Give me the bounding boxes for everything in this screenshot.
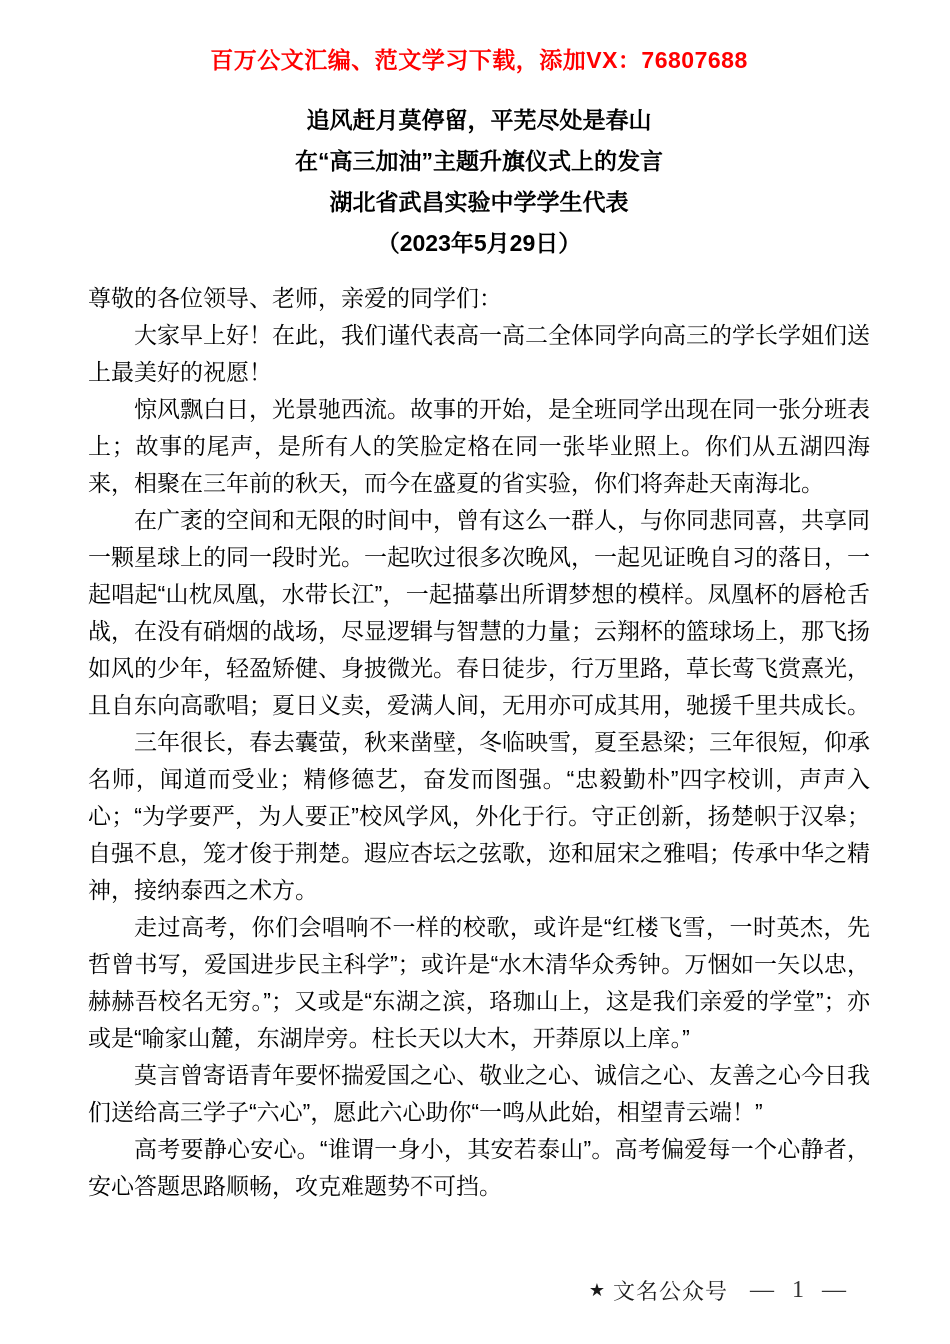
paragraph-moyan-wishes: 莫言曾寄语青年要怀揣爱国之心、敬业之心、诚信之心、友善之心今日我们送给高三学子“六心”，愿此六心助你“一鸣从此始，相望青云端！” — [88, 1062, 870, 1125]
paragraph-memories: 在广袤的空间和无限的时间中，曾有这么一群人，与你同悲同喜，共享同一颗星球上的同一段时光。一起吹过很多次晚风，一起见证晚自习的落日，一起唱起“山枕凤凰，水带长江”，一起描摹出所谓梦想的模样。凤凰杯的唇枪舌战，在没有硝烟的战场，尽显逻辑与智慧的力量；云翔杯的篮球场上，那飞扬如风的少年，轻盈矫健、身披微光。春日徒步，行万里路，草长莺飞赏熹光，且自东向高歌唱；夏日义卖，爱满人间，无用亦可成其用，驰援千里共成长。 — [88, 507, 870, 718]
paragraph-greeting: 大家早上好！在此，我们谨代表高一高二全体同学向高三的学长学姐们送上最美好的祝愿！ — [88, 322, 870, 385]
title-block — [88, 100, 870, 264]
paragraph-school-songs: 走过高考，你们会唱响不一样的校歌，或许是“红楼飞雪，一时英杰，先哲曾书写，爱国进步民主科学”；或许是“水木清华众秀钟。万悃如一矢以忠，赫赫吾校名无穷。”；又或是“东湖之滨，珞珈山上，这是我们亲爱的学堂”；亦或是“喻家山麓，东湖岸旁。柱长天以大木，开莽原以上庠。” — [88, 914, 870, 1051]
doc-author: 湖北省武昌实验中学学生代表 — [329, 189, 629, 215]
watermark-notice: 百万公文汇编、范文学习下载，添加VX：76807688 — [210, 47, 748, 73]
document-body — [88, 280, 870, 1205]
paragraph-three-years: 三年很长，春去囊萤，秋来凿壁，冬临映雪，夏至悬梁；三年很短，仰承名师，闻道而受业；精修德艺，奋发而图强。“忠毅勤朴”四字校训，声声入心；“为学要严，为人要正”校风学风，外化于行。守正创新，扬楚帜于汉皋；自强不息，笼才俊于荆楚。遐应杏坛之弦歌，迩和屈宋之雅唱；传承中华之精神，接纳泰西之术方。 — [88, 729, 870, 903]
paragraph-calm-heart: 高考要静心安心。“谁谓一身小，其安若泰山”。高考偏爱每一个心静者，安心答题思路顺畅，攻克难题势不可挡。 — [88, 1136, 870, 1199]
page-footer — [589, 1275, 852, 1306]
page-number: — 1 — — [750, 1277, 852, 1303]
doc-title-main: 追风赶月莫停留，平芜尽处是春山 — [306, 107, 652, 133]
star-icon: ★ — [588, 1280, 605, 1300]
paragraph-story: 惊风飘白日，光景驰西流。故事的开始，是全班同学出现在同一张分班表上；故事的尾声，是所有人的笑脸定格在同一张毕业照上。你们从五湖四海来，相聚在三年前的秋天，而今在盛夏的省实验，你们将奔赴天南海北。 — [88, 396, 870, 496]
doc-date: （2023年5月29日） — [376, 230, 582, 256]
salutation: 尊敬的各位领导、老师，亲爱的同学们： — [88, 285, 502, 311]
footer-brand: 文名公众号 — [612, 1279, 728, 1304]
doc-title-subtitle: 在“高三加油”主题升旗仪式上的发言 — [295, 148, 663, 174]
